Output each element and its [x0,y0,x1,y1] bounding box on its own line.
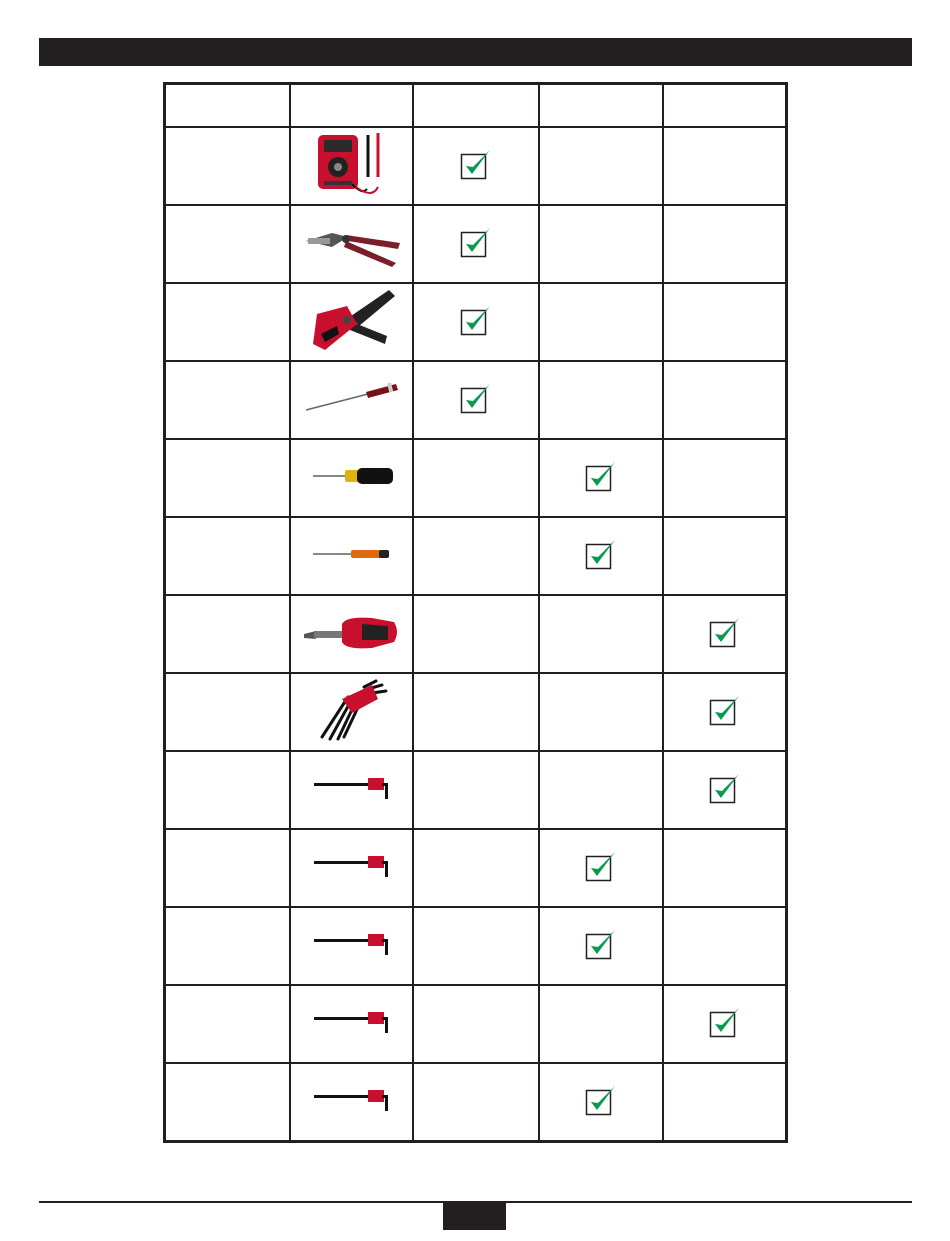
tool-image-cell [290,127,413,205]
checkmark-icon [585,538,617,570]
check-cell [539,127,663,205]
check-cell [413,439,539,517]
checkmark-icon [585,928,617,960]
check-cell [663,673,787,751]
hex-key-icon [291,1085,412,1120]
check-cell [413,1063,539,1142]
hex-key-icon [291,773,412,808]
tool-image-cell [290,673,413,751]
flathead-screwdriver-icon [291,610,412,659]
tool-name-cell [165,517,291,595]
check-cell [539,439,663,517]
check-cell [539,361,663,439]
tool-name-cell [165,673,291,751]
header-cell-column-a [413,84,539,128]
tool-name-cell [165,283,291,361]
check-cell [539,517,663,595]
checkmark-icon [709,616,741,648]
tool-name-cell [165,907,291,985]
check-cell [539,205,663,283]
header-cell-tool-image [290,84,413,128]
check-cell [413,517,539,595]
check-cell [413,907,539,985]
table-row [165,517,787,595]
tool-image-cell [290,985,413,1063]
check-cell [663,205,787,283]
table-row [165,283,787,361]
check-cell [539,673,663,751]
table-row [165,673,787,751]
tool-name-cell [165,985,291,1063]
tool-image-cell [290,829,413,907]
tool-name-cell [165,205,291,283]
header-cell-column-b [539,84,663,128]
table-row [165,595,787,673]
check-cell [413,673,539,751]
check-cell [663,283,787,361]
header-cell-column-c [663,84,787,128]
check-cell [413,829,539,907]
table-row [165,985,787,1063]
tool-image-cell [290,283,413,361]
check-cell [663,361,787,439]
checkmark-icon [709,694,741,726]
page-number-tab [443,1202,506,1230]
check-cell [413,283,539,361]
checkmark-icon [460,148,492,180]
table-row [165,829,787,907]
check-cell [539,1063,663,1142]
check-cell [539,283,663,361]
tool-image-cell [290,517,413,595]
check-cell [663,751,787,829]
check-cell [663,595,787,673]
tool-checklist-table [163,82,788,1143]
check-cell [413,985,539,1063]
multimeter-icon [291,129,412,204]
precision-screwdriver-icon [291,380,412,421]
checkmark-icon [585,1084,617,1116]
hex-key-icon [291,1007,412,1042]
check-cell [539,751,663,829]
table-row [165,751,787,829]
hex-key-icon [291,851,412,886]
check-cell [413,595,539,673]
tool-image-cell [290,205,413,283]
check-cell [413,751,539,829]
table-row [165,907,787,985]
check-cell [663,1063,787,1142]
table-row [165,361,787,439]
checkmark-icon [709,772,741,804]
tool-name-cell [165,361,291,439]
tool-image-cell [290,361,413,439]
tool-name-cell [165,595,291,673]
check-cell [539,595,663,673]
hex-screwdriver-icon [291,544,412,569]
tool-image-cell [290,439,413,517]
crimping-tool-icon [291,217,412,272]
table-row [165,439,787,517]
table-row [165,205,787,283]
checkmark-icon [585,850,617,882]
checkmark-icon [709,1006,741,1038]
tool-name-cell [165,439,291,517]
table-header-row [165,84,787,128]
check-cell [663,985,787,1063]
wire-stripper-icon [291,286,412,359]
check-cell [663,907,787,985]
check-cell [539,829,663,907]
check-cell [663,127,787,205]
tool-image-cell [290,595,413,673]
phillips-screwdriver-icon [291,464,412,493]
check-cell [413,205,539,283]
check-cell [539,985,663,1063]
check-cell [413,127,539,205]
hex-key-icon [291,929,412,964]
hex-key-set-icon [291,677,412,748]
check-cell [663,829,787,907]
tool-name-cell [165,751,291,829]
tool-name-cell [165,127,291,205]
tool-image-cell [290,907,413,985]
tool-name-cell [165,1063,291,1142]
check-cell [413,361,539,439]
tool-name-cell [165,829,291,907]
tool-image-cell [290,751,413,829]
checkmark-icon [460,304,492,336]
checkmark-icon [460,382,492,414]
header-bar [39,38,912,66]
tool-image-cell [290,1063,413,1142]
check-cell [663,439,787,517]
table-row [165,1063,787,1142]
header-cell-tool-name [165,84,291,128]
check-cell [663,517,787,595]
checkmark-icon [585,460,617,492]
check-cell [539,907,663,985]
checkmark-icon [460,226,492,258]
table-row [165,127,787,205]
